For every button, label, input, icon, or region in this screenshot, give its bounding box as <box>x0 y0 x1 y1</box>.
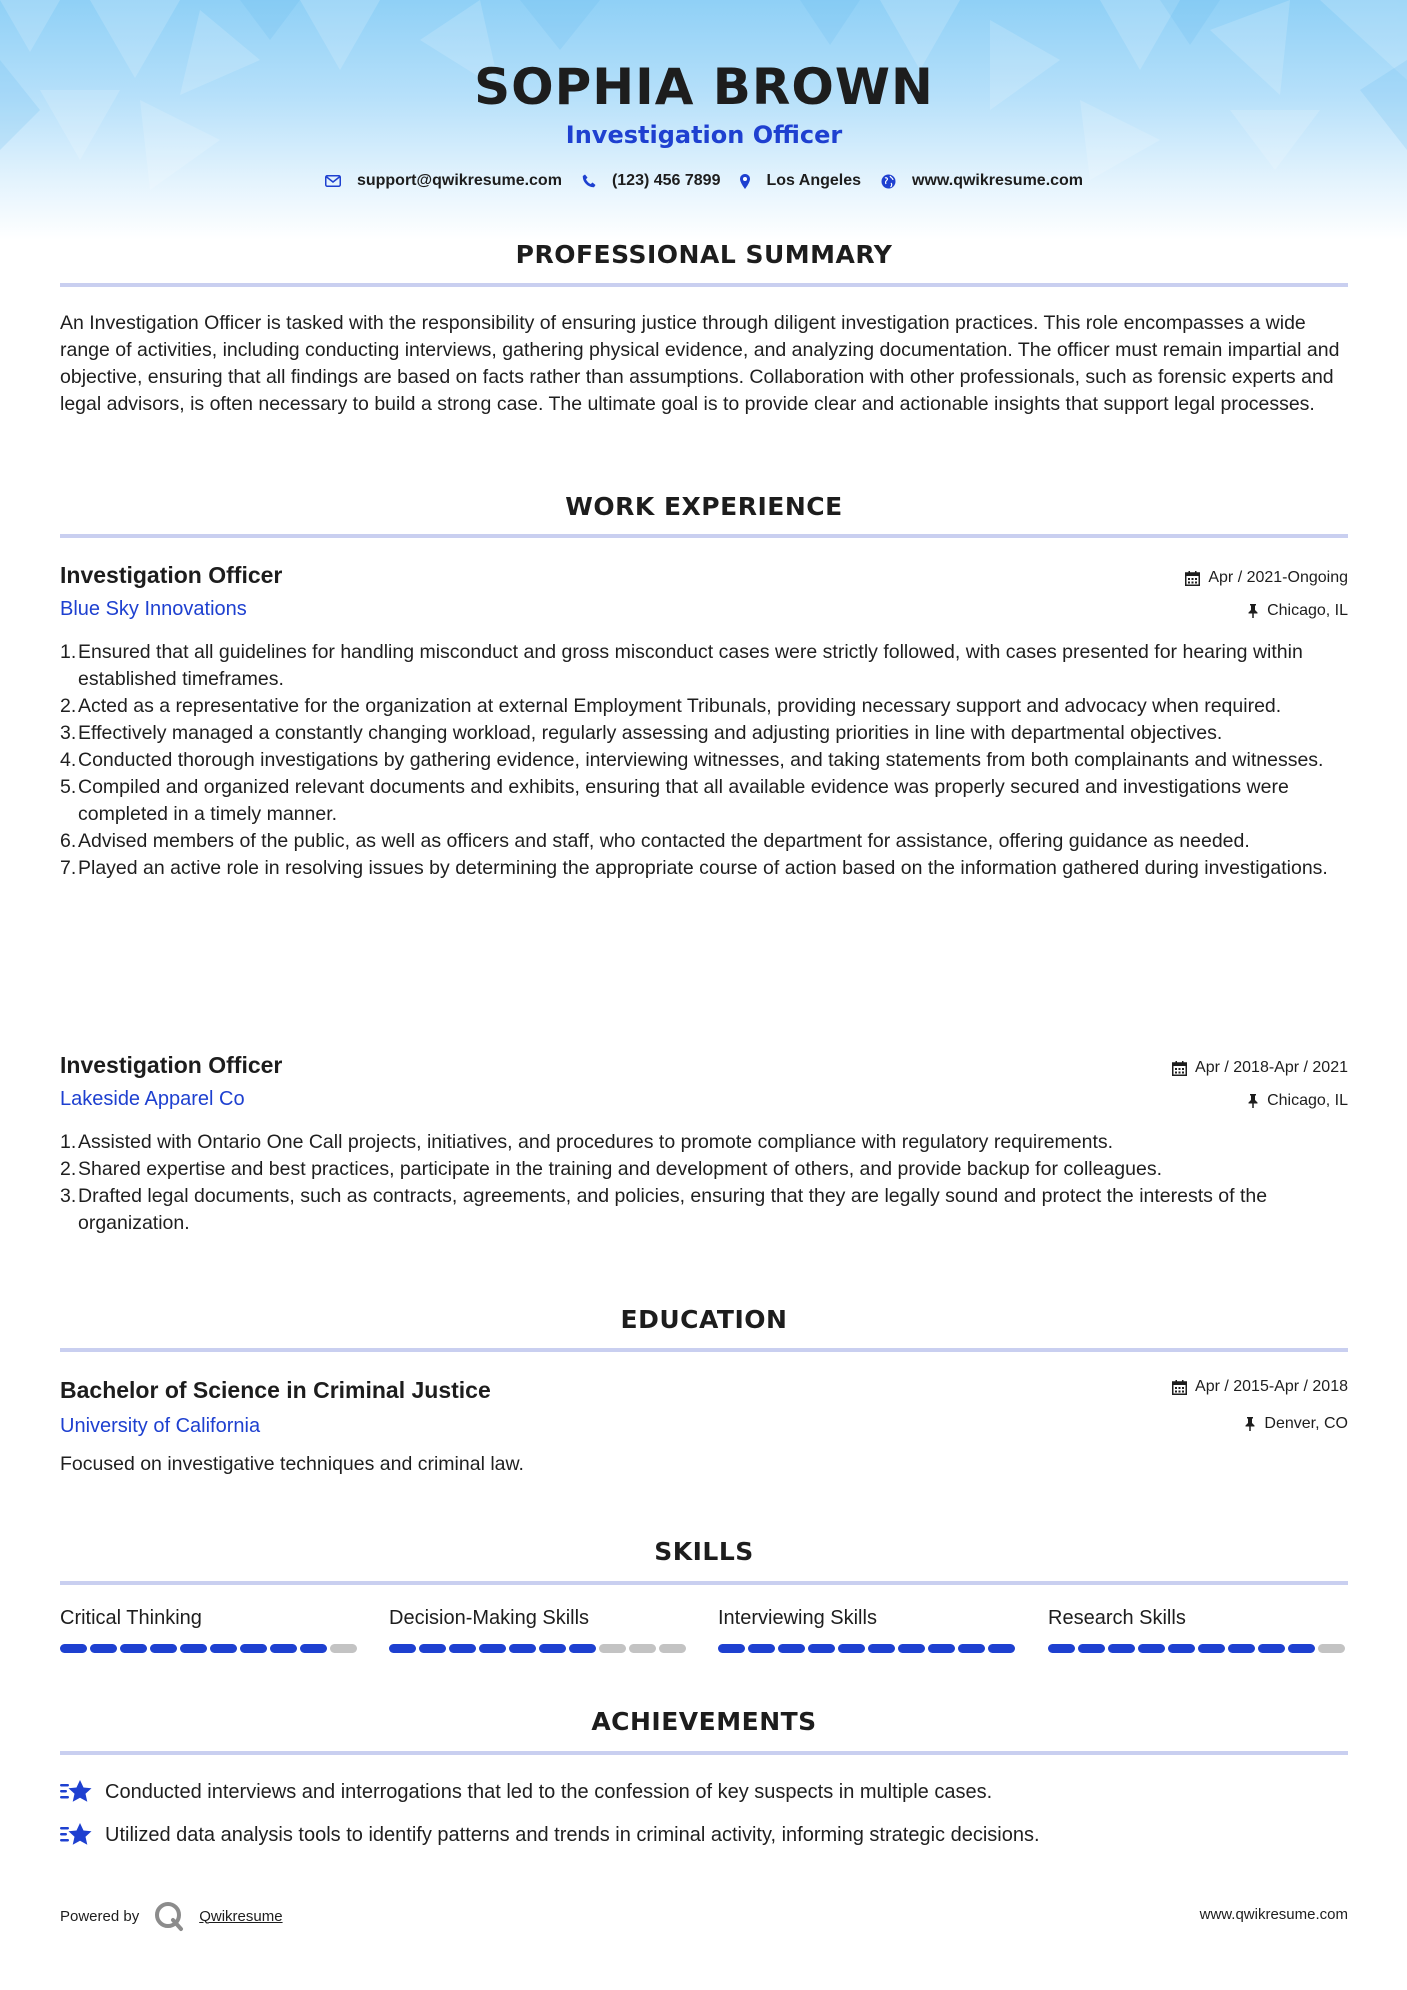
list-item-text: Effectively managed a constantly changing workload, regularly assessing and adjusting priorities in line with departmental objectives. <box>78 722 1223 744</box>
skill-segment-filled <box>60 1644 87 1653</box>
job-dates <box>1185 569 1348 587</box>
list-item-text: Compiled and organized relevant documents and exhibits, ensuring that all available evidence was properly secured and investigations were completed in a timely manner. <box>78 776 1289 825</box>
list-number: 2. <box>60 695 77 717</box>
calendar-icon <box>1172 1061 1187 1076</box>
skill-segment-empty <box>659 1644 686 1653</box>
job-dates-text: Apr / 2018-Apr / 2021 <box>1195 1059 1348 1076</box>
skill-segment-filled <box>1198 1644 1225 1653</box>
skill-level-bar <box>718 1644 1018 1653</box>
job-dates-text: Apr / 2021-Ongoing <box>1208 569 1348 586</box>
skill-item <box>60 1607 360 1653</box>
skill-segment-filled <box>300 1644 327 1653</box>
skill-segment-filled <box>928 1644 955 1653</box>
list-item-text: Assisted with Ontario One Call projects, initiatives, and procedures to promote compliance with regulatory requirements. <box>78 1131 1114 1153</box>
skill-segment-filled <box>90 1644 117 1653</box>
skill-segment-filled <box>1048 1644 1075 1653</box>
list-number: 3. <box>60 1185 77 1207</box>
skill-level-bar <box>389 1644 689 1653</box>
job-responsibilities <box>60 639 1366 882</box>
skills-heading: SKILLS <box>654 1537 754 1566</box>
skill-segment-filled <box>748 1644 775 1653</box>
education-description: Focused on investigative techniques and criminal law. <box>60 1453 524 1475</box>
list-item-text: Shared expertise and best practices, participate in the training and development of others, and provide backup for colleagues. <box>78 1158 1163 1180</box>
job-location-text: Chicago, IL <box>1267 602 1348 619</box>
achievements-divider <box>60 1751 1348 1755</box>
skill-segment-filled <box>270 1644 297 1653</box>
experience-heading: WORK EXPERIENCE <box>565 492 843 521</box>
list-item <box>60 774 1366 828</box>
list-number: 5. <box>60 776 77 798</box>
list-item <box>60 1156 1366 1183</box>
education-dates <box>1172 1378 1348 1396</box>
education-dates-text: Apr / 2015-Apr / 2018 <box>1195 1378 1348 1395</box>
skill-segment-filled <box>1078 1644 1105 1653</box>
job-title: Investigation Officer <box>60 562 283 588</box>
map-pin-icon <box>740 174 750 189</box>
list-item <box>60 828 1366 855</box>
list-number: 3. <box>60 722 77 744</box>
list-item-text: Ensured that all guidelines for handling misconduct and gross misconduct cases were strictly followed, with cases presented for hearing within established timeframes. <box>78 641 1303 690</box>
education-location <box>1244 1415 1348 1433</box>
skill-segment-empty <box>330 1644 357 1653</box>
skill-segment-empty <box>629 1644 656 1653</box>
calendar-icon <box>1185 571 1200 586</box>
phone-icon <box>582 174 596 188</box>
achievement-item <box>60 1779 992 1805</box>
skill-item <box>389 1607 689 1653</box>
skill-segment-filled <box>838 1644 865 1653</box>
degree-title: Bachelor of Science in Criminal Justice <box>60 1377 491 1403</box>
contact-phone[interactable] <box>582 172 721 190</box>
skill-segment-filled <box>120 1644 147 1653</box>
skill-segment-filled <box>1138 1644 1165 1653</box>
qwikresume-logo-icon <box>153 1900 185 1932</box>
skill-segment-filled <box>389 1644 416 1653</box>
skill-segment-filled <box>1228 1644 1255 1653</box>
list-number: 2. <box>60 1158 77 1180</box>
header-background <box>0 0 1407 240</box>
candidate-role: Investigation Officer <box>565 121 843 149</box>
skill-segment-filled <box>240 1644 267 1653</box>
skill-segment-empty <box>1318 1644 1345 1653</box>
skill-segment-filled <box>1258 1644 1285 1653</box>
contact-email[interactable] <box>325 172 562 190</box>
list-item <box>60 1183 1366 1237</box>
location-text: Los Angeles <box>766 172 862 189</box>
list-number: 4. <box>60 749 77 771</box>
achievement-item <box>60 1822 1040 1848</box>
skill-segment-filled <box>988 1644 1015 1653</box>
powered-by-label: Powered by <box>60 1907 140 1925</box>
list-item <box>60 693 1366 720</box>
job-location <box>1247 1092 1348 1110</box>
skill-segment-filled <box>718 1644 745 1653</box>
qwikresume-link[interactable]: Qwikresume <box>199 1907 283 1925</box>
experience-divider <box>60 534 1348 538</box>
skill-segment-filled <box>958 1644 985 1653</box>
skill-segment-filled <box>1168 1644 1195 1653</box>
summary-divider <box>60 283 1348 287</box>
globe-icon <box>881 174 896 189</box>
hexagon-pattern <box>0 0 1407 240</box>
skill-segment-filled <box>778 1644 805 1653</box>
list-number: 7. <box>60 857 77 879</box>
list-number: 1. <box>60 641 77 663</box>
education-divider <box>60 1348 1348 1352</box>
skill-name: Research Skills <box>1048 1607 1186 1629</box>
company-name: Lakeside Apparel Co <box>60 1088 245 1110</box>
envelope-icon <box>325 175 341 187</box>
achievements-heading: ACHIEVEMENTS <box>591 1707 817 1736</box>
list-item-text: Advised members of the public, as well as officers and staff, who contacted the department for assistance, offering guidance as needed. <box>78 830 1250 852</box>
contact-location <box>740 172 861 190</box>
skill-segment-filled <box>569 1644 596 1653</box>
pushpin-icon <box>1247 604 1259 618</box>
skill-segment-filled <box>150 1644 177 1653</box>
list-number: 1. <box>60 1131 77 1153</box>
skill-segment-filled <box>479 1644 506 1653</box>
skill-segment-filled <box>808 1644 835 1653</box>
skill-level-bar <box>60 1644 360 1653</box>
candidate-name: SOPHIA BROWN <box>474 58 934 116</box>
job-location <box>1247 602 1348 620</box>
phone-text: (123) 456 7899 <box>611 172 721 189</box>
education-location-text: Denver, CO <box>1264 1415 1348 1432</box>
footer-powered-by <box>60 1900 283 1932</box>
footer-website[interactable]: www.qwikresume.com <box>1199 1906 1348 1923</box>
list-item <box>60 747 1366 774</box>
summary-heading: PROFESSIONAL SUMMARY <box>515 240 893 269</box>
skill-segment-filled <box>1108 1644 1135 1653</box>
list-item <box>60 639 1366 693</box>
star-award-icon <box>60 1779 93 1805</box>
skill-segment-filled <box>419 1644 446 1653</box>
list-item <box>60 720 1366 747</box>
skill-segment-filled <box>539 1644 566 1653</box>
skill-name: Decision-Making Skills <box>389 1607 590 1629</box>
skill-level-bar <box>1048 1644 1348 1653</box>
education-heading: EDUCATION <box>620 1305 788 1334</box>
list-item <box>60 1129 1366 1156</box>
school-name: University of California <box>60 1415 261 1437</box>
skill-segment-filled <box>898 1644 925 1653</box>
email-text: support@qwikresume.com <box>356 172 562 189</box>
achievement-text: Conducted interviews and interrogations that led to the confession of key suspects in multiple cases. <box>105 1780 993 1803</box>
website-text: www.qwikresume.com <box>912 172 1084 189</box>
skill-name: Interviewing Skills <box>718 1607 877 1629</box>
skill-name: Critical Thinking <box>60 1607 202 1629</box>
job-title: Investigation Officer <box>60 1052 283 1078</box>
pushpin-icon <box>1244 1417 1256 1431</box>
job-responsibilities <box>60 1129 1366 1237</box>
achievement-text: Utilized data analysis tools to identify patterns and trends in criminal activity, informing strategic decisions. <box>105 1823 1040 1846</box>
company-name: Blue Sky Innovations <box>60 598 247 620</box>
skill-segment-filled <box>210 1644 237 1653</box>
skill-segment-filled <box>1288 1644 1315 1653</box>
summary-text: An Investigation Officer is tasked with the responsibility of ensuring justice through diligent investigation practices. This role encompasses a wide range of activities, including conducting interviews, gathering physical evidence, and analyzing documentation. The officer must remain impartial and objective, ensuring that all findings are based on facts rather than assumptions. Collaboration with other professionals, such as forensic experts and legal advisors, is often necessary to build a strong case. The ultimate goal is to provide clear and actionable insights that support legal processes. <box>60 312 1340 415</box>
star-award-icon <box>60 1822 93 1848</box>
contact-bar <box>60 172 1348 190</box>
calendar-icon <box>1172 1380 1187 1395</box>
skill-item <box>1048 1607 1348 1653</box>
list-item-text: Acted as a representative for the organization at external Employment Tribunals, providing necessary support and advocacy when required. <box>78 695 1282 717</box>
pushpin-icon <box>1247 1094 1259 1108</box>
list-item-text: Conducted thorough investigations by gathering evidence, interviewing witnesses, and taking statements from both complainants and witnesses. <box>78 749 1324 771</box>
contact-website[interactable] <box>881 172 1083 190</box>
skill-item <box>718 1607 1018 1653</box>
list-item-text: Played an active role in resolving issues by determining the appropriate course of action based on the information gathered during investigations. <box>78 857 1328 879</box>
list-item <box>60 855 1366 882</box>
list-number: 6. <box>60 830 77 852</box>
job-location-text: Chicago, IL <box>1267 1092 1348 1109</box>
skill-segment-filled <box>449 1644 476 1653</box>
job-dates <box>1172 1059 1348 1077</box>
skill-segment-filled <box>509 1644 536 1653</box>
skills-divider <box>60 1581 1348 1585</box>
skill-segment-empty <box>599 1644 626 1653</box>
skill-segment-filled <box>868 1644 895 1653</box>
list-item-text: Drafted legal documents, such as contracts, agreements, and policies, ensuring that they are legally sound and protect the interests of the organization. <box>78 1185 1268 1234</box>
skill-segment-filled <box>180 1644 207 1653</box>
